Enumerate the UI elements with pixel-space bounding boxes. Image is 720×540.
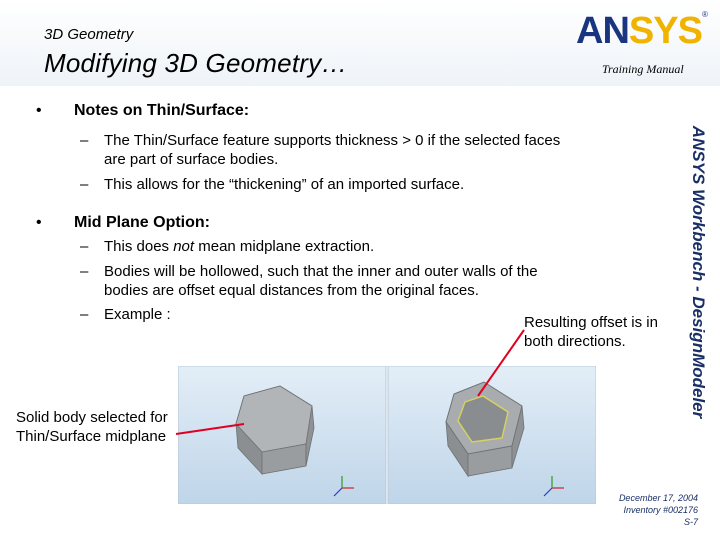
footer-date: December 17, 2004 [618,493,698,503]
sub-item: – This allows for the “thickening” of an imported surface. [80,176,465,193]
footer-inventory: Inventory #002176 [623,505,698,515]
sub-item: – The Thin/Surface feature supports thickness > 0 if the selected faces are part of surface bodies. [80,132,561,168]
caption-resulting-offset: Resulting offset is in both directions. [524,314,658,350]
header-divider [0,86,720,88]
slide-title: Modifying 3D Geometry… [44,48,348,78]
side-banner [684,92,712,452]
page-number: S-7 [683,517,698,527]
caption-solid-body: Solid body selected for Thin/Surface midplane [16,409,168,445]
section-title: 3D Geometry [44,26,134,43]
sub-item: – Example : [80,306,171,323]
slide-footer [572,492,698,528]
sub-item: – This does not mean midplane extraction. [80,238,375,255]
bullet-thin-surface: • Notes on Thin/Surface: [36,102,250,119]
side-title: ANSYS Workbench - DesignModeler [689,125,708,419]
ansys-logo: ANSYS ® [576,10,708,52]
sub-item: – Bodies will be hollowed, such that the inner and outer walls of the bodies are offset equal distances from the original faces. [80,263,538,299]
geometry-screenshot [178,366,596,504]
training-manual-label: Training Manual [602,62,684,76]
bullet-mid-plane: • Mid Plane Option: [36,214,210,231]
